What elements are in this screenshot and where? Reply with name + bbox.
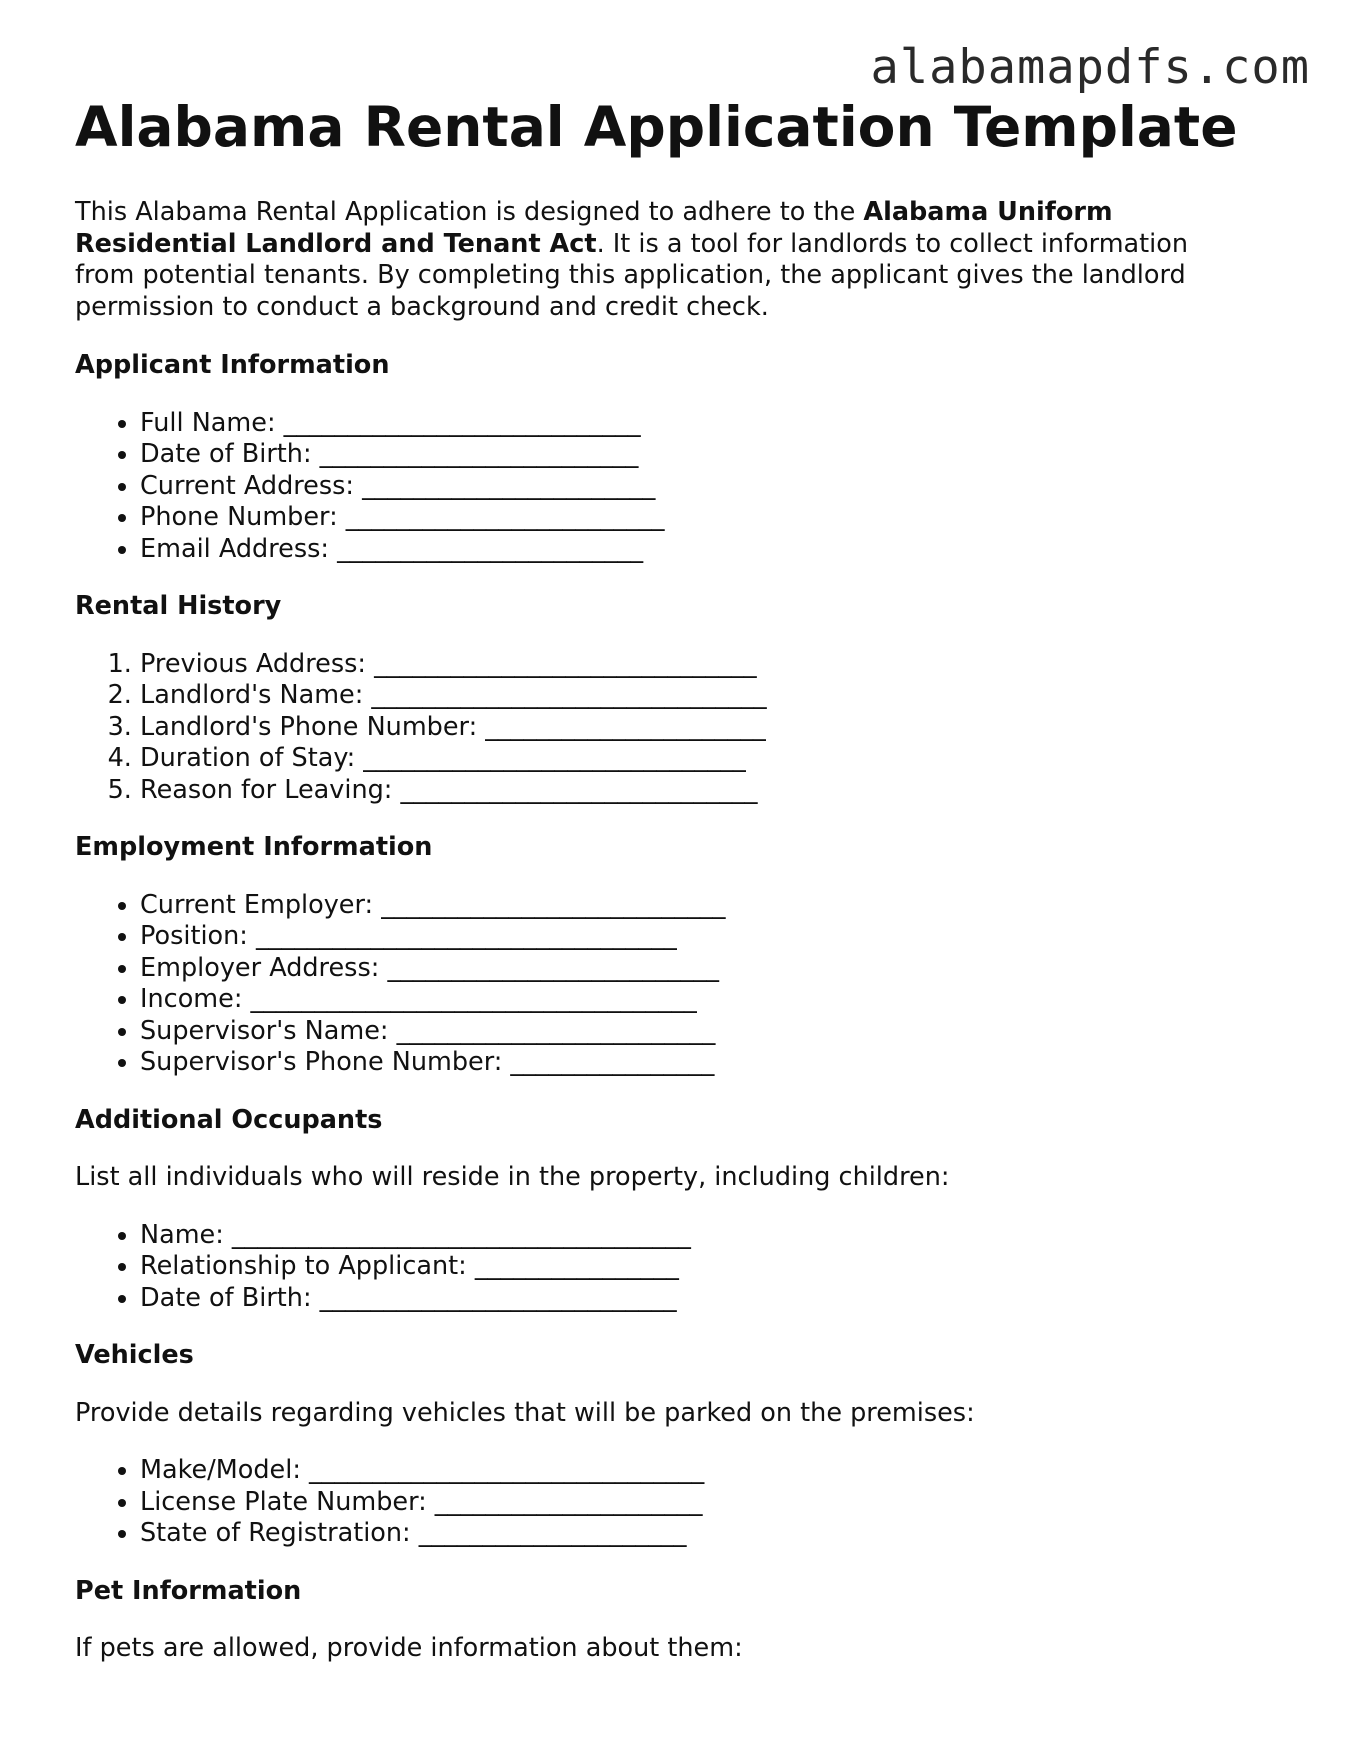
field-employer-address: • Employer Address: __________________________ — [140, 953, 1255, 985]
section-heading-occupants: Additional Occupants — [75, 1104, 383, 1135]
site-watermark: alabamapdfs.com — [870, 40, 1310, 95]
field-current-address: • Current Address: _______________________ — [140, 471, 1255, 503]
occupants-instructions: List all individuals who will reside in the property, including children: — [75, 1162, 950, 1193]
applicant-fields-list — [75, 408, 1255, 566]
field-occupant-name: • Name: ____________________________________ — [140, 1220, 1255, 1252]
pets-instructions: If pets are allowed, provide information about them: — [75, 1633, 743, 1664]
employment-fields-list — [75, 890, 1255, 1079]
section-heading-applicant: Applicant Information — [75, 350, 390, 381]
intro-paragraph — [75, 197, 1255, 323]
field-occupant-relationship: • Relationship to Applicant: ________________ — [140, 1251, 1255, 1283]
field-state-of-registration: • State of Registration: _____________________ — [140, 1518, 1255, 1550]
document-title: Alabama Rental Application Template — [75, 95, 1238, 159]
field-date-of-birth: • Date of Birth: _________________________ — [140, 439, 1255, 471]
vehicles-instructions: Provide details regarding vehicles that will be parked on the premises: — [75, 1397, 975, 1428]
section-heading-employment: Employment Information — [75, 832, 433, 863]
field-reason-for-leaving: 5. Reason for Leaving: ____________________________ — [140, 775, 1255, 807]
field-supervisor-name: • Supervisor's Name: _________________________ — [140, 1016, 1255, 1048]
field-occupant-date-of-birth: • Date of Birth: ____________________________ — [140, 1283, 1255, 1315]
section-heading-rental-history: Rental History — [75, 591, 282, 622]
field-duration-of-stay: 4. Duration of Stay: ______________________________ — [140, 743, 1255, 775]
section-heading-pets: Pet Information — [75, 1575, 302, 1606]
field-previous-address: 1. Previous Address: ______________________________ — [140, 649, 1255, 681]
field-phone-number: • Phone Number: _________________________ — [140, 502, 1255, 534]
field-income: • Income: ___________________________________ — [140, 984, 1255, 1016]
rental-history-fields-list — [75, 649, 1255, 807]
field-make-model: • Make/Model: _______________________________ — [140, 1455, 1255, 1487]
field-license-plate: • License Plate Number: _____________________ — [140, 1487, 1255, 1519]
intro-text-1: This Alabama Rental Application is designed to adhere to the — [75, 197, 864, 228]
occupants-fields-list — [75, 1220, 1255, 1315]
vehicles-fields-list — [75, 1455, 1255, 1550]
field-supervisor-phone: • Supervisor's Phone Number: ________________ — [140, 1047, 1255, 1079]
field-full-name: • Full Name: ____________________________ — [140, 408, 1255, 440]
field-position: • Position: _________________________________ — [140, 921, 1255, 953]
section-heading-vehicles: Vehicles — [75, 1340, 194, 1371]
field-landlord-phone: 3. Landlord's Phone Number: ______________________ — [140, 712, 1255, 744]
field-landlord-name: 2. Landlord's Name: _______________________________ — [140, 680, 1255, 712]
field-current-employer: • Current Employer: ___________________________ — [140, 890, 1255, 922]
intro-text-2: . It is a tool for landlords to collect information from potential tenants. By completing this application, the applicant gives the landlord permission to conduct a background and credit check. — [75, 228, 1189, 322]
document-body — [75, 96, 1255, 1691]
field-email-address: • Email Address: ________________________ — [140, 534, 1255, 566]
intro-act-name: Alabama Uniform Residential Landlord and Tenant Act — [75, 197, 1113, 259]
